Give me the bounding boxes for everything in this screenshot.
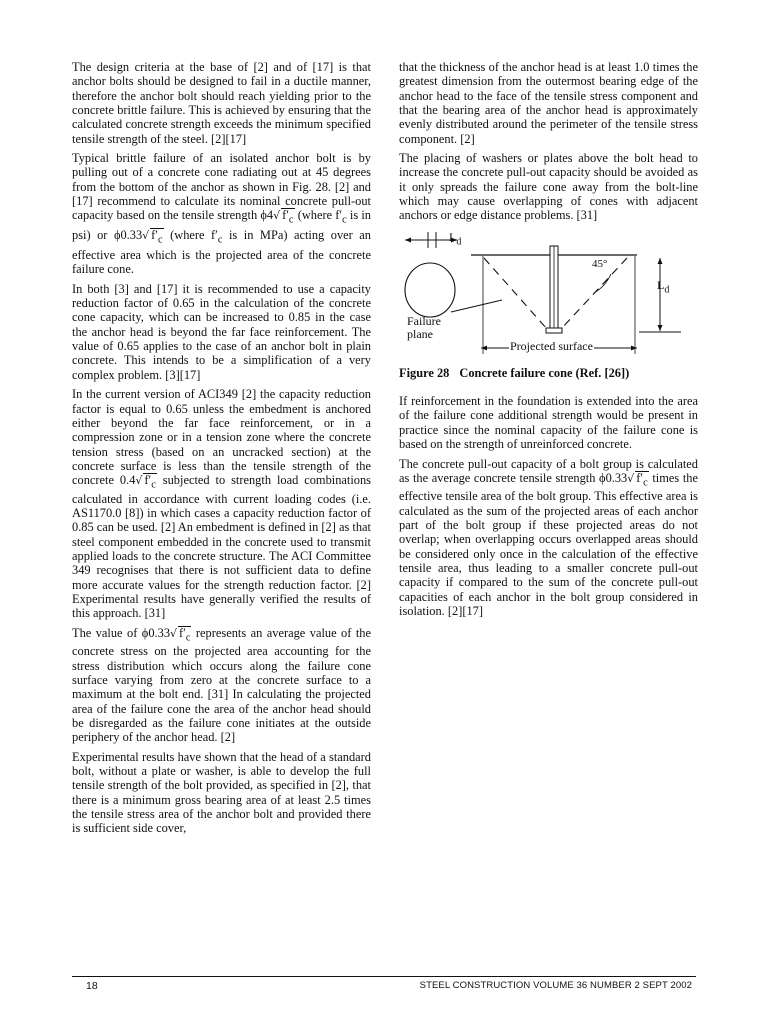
projected-arrowhead-right bbox=[631, 345, 637, 350]
paragraph-capacity-reduction: In both [3] and [17] it is recommended to use a capacity reduction factor of 0.65 in the calculation of the concrete cone capacity, which can be increased to 0.85 in the case the anchor head is beyond the far face reinforcement. The value of 0.65 applies to the case of an anchor bolt in plain concrete. This intends to be a simplification of a very complex problem. [3][17] bbox=[72, 281, 371, 382]
sqrt-fc-3: √ $f'_c$ bbox=[135, 473, 156, 491]
left-column bbox=[72, 60, 371, 841]
paragraph-reinforcement: If reinforcement in the foundation is extended into the area of the failure cone additional strength would be present in practice since the nominal capacity of the failure cone is based on the strength of unreinforced concrete. bbox=[399, 394, 698, 452]
failure-cone-left bbox=[484, 258, 547, 329]
footer-rule bbox=[72, 976, 696, 977]
bolt-section-circle bbox=[405, 263, 455, 317]
right-column bbox=[399, 60, 698, 623]
failure-plane-leader bbox=[451, 300, 502, 312]
paragraph-anchor-head-thickness: that the thickness of the anchor head is at least 1.0 times the greatest dimension from the outermost bearing edge of the anchor head to the face of the tensile stress component and that the bearing area of the anchor head is approximately evenly distributed around the perimeter of the tensile stress component. [2] bbox=[399, 60, 698, 146]
paragraph-average-stress: The value of ϕ0.33√ $f'_c$ represents an average value of the concrete stress on the projected area accounting for the stress distribution which occurs along the failure cone surface varying from zero at the concrete surface to a maximum at the bolt end. [31] In calculating the projected area of the failure cone the area of the anchor head should be disregarded as the failure cone initiates at the outside periphery of the anchor head. [2] bbox=[72, 625, 371, 745]
journal-footer: STEEL CONSTRUCTION VOLUME 36 NUMBER 2 SEPT 2002 bbox=[419, 980, 692, 991]
arrowhead-left bbox=[405, 237, 411, 242]
paragraph-brittle-failure: Typical brittle failure of an isolated anchor bolt is by pulling out of a concrete cone radiating out at 45 degrees from the bottom of the anchor as shown in Fig. 28. [2] and [17] recommend to calculate its nominal concrete pull-out capacity based on the tensile strength ϕ4√ $f'_c$ (where $f'_c$ is in psi) or ϕ0.33√ $f'_c$ (where $f'_c$ is in MPa) acting over an effective area which is the projected area of the concrete failure cone. bbox=[72, 151, 371, 277]
figure-failure-cone bbox=[399, 228, 698, 358]
paragraph-aci349: In the current version of ACI349 [2] the capacity reduction factor is equal to 0.65 unless the embedment is anchored either beyond the far face reinforcement, or in a compression zone or in a tension zone where the concrete tension stress (based on an uncracked section) at the concrete surface is less than the tensile strength of the concrete 0.4√ $f'_c$ subjected to strength load combinations calculated in accordance with current loading codes (i.e. AS1170.0 [8]) in which cases a capacity reduction factor of 0.85 can be used. [2] An embedment is defined in [2] as that steel component embedded in the concrete used to transmit applied loads to the concrete structure. The ACI Committee 349 recognises that there is not sufficient data to define more accurate values for the strength reduction factor. [2] Experimental results have generally verified the results of this approach. [31] bbox=[72, 387, 371, 621]
depth-arrowhead-top bbox=[658, 258, 663, 264]
paragraph-design-criteria: The design criteria at the base of [2] and of [17] is that anchor bolts should be designed to fail in a ductile manner, therefore the anchor bolt should reach yielding prior to the concrete brittle failure. This is achieved by ensuring that the calculated concrete strength exceeds the minimum specified tensile strength of the steel. [2][17] bbox=[72, 60, 371, 146]
diameter-label: $L_d$ bbox=[449, 229, 462, 248]
paragraph-experimental-results: Experimental results have shown that the head of a standard bolt, without a plate or washer, is able to develop the full tensile strength of the bolt provided, as specified in [2], that there is a minimum gross bearing area of at least 2.5 times the tensile stress area of the anchor bolt and provided there is sufficient side cover, bbox=[72, 749, 371, 836]
paragraph-washers: The placing of washers or plates above the bolt head to increase the concrete pull-out capacity should be avoided as it only spreads the failure cone away from the bolt-line which may cause overlapping of cones with adjacent anchors or edge distance problems. [31] bbox=[399, 151, 698, 223]
figure-caption: Figure 28 Concrete failure cone (Ref. [26]) bbox=[399, 365, 630, 380]
angle-label: 45° bbox=[592, 257, 608, 270]
bolt-head bbox=[546, 328, 562, 333]
embedment-depth-label: $L_d$ bbox=[657, 277, 670, 296]
depth-arrowhead-bottom bbox=[658, 325, 663, 331]
sqrt-fc-4: √ $f'_c$ bbox=[170, 625, 191, 644]
sqrt-fc-1: √ $f'_c$ bbox=[273, 208, 294, 226]
projected-arrowhead-left bbox=[481, 345, 487, 350]
failure-plane-label: Failure plane bbox=[407, 313, 441, 341]
paragraph-bolt-group: The concrete pull-out capacity of a bolt group is calculated as the average concrete tensile strength ϕ0.33√ $f'_c$ times the effective tensile area of the bolt group. This effective area is calculated as the sum of the projected areas of each anchor part of the bolt group if these projected areas do not overlap; when overlapping occurs overlapped areas should be considered only once in the calculation of the effective tensile area, thus leading to a smaller concrete pull-out capacity if compared to the sum of the concrete pull-out capacities of each anchor in the bolt group considered in isolation. [2][17] bbox=[399, 456, 698, 619]
sqrt-fc-5: √ $f'_c$ bbox=[627, 470, 648, 489]
page-number: 18 bbox=[86, 980, 98, 992]
sqrt-fc-2: √ $f'_c$ bbox=[142, 228, 163, 246]
projected-surface-label: Projected surface bbox=[510, 338, 593, 353]
